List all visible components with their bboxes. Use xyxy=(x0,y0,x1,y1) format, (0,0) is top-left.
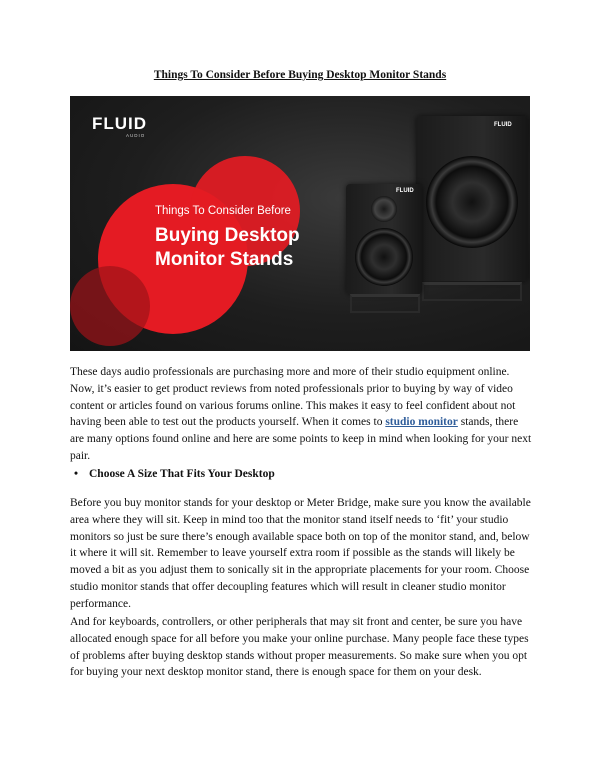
intro-text: These days audio professionals are purchasing more and more of their studio equipment online. Now, it’s easier to get product reviews from noted professionals prior to buying by way of video content or articles found on various forums online. This makes it easy to feel confident about not having been able to test out the products yourself. When it comes to xyxy=(70,366,516,429)
woofer-icon-small xyxy=(355,228,413,286)
intro-paragraph xyxy=(70,364,535,465)
page-title: Things To Consider Before Buying Desktop Monitor Stands xyxy=(153,69,447,81)
bullet-icon: • xyxy=(74,468,79,480)
speaker-badge: FLUID xyxy=(494,122,512,128)
studio-monitor-link[interactable]: studio monitor xyxy=(385,416,458,429)
brand-logo-sub: AUDIO xyxy=(126,133,146,138)
hero-line-2: Buying Desktop xyxy=(155,225,300,246)
small-stand xyxy=(350,294,420,313)
woofer-icon xyxy=(426,156,518,248)
small-monitor-speaker xyxy=(346,184,422,294)
bullet-heading xyxy=(74,468,275,480)
intro-text-end: stands, there are many options found online and here are some points to keep in mind when looking for your next pair. xyxy=(70,416,532,462)
speaker-badge-small: FLUID xyxy=(396,188,414,194)
brand-logo: FLUID xyxy=(92,114,148,133)
large-stand xyxy=(422,282,522,301)
hero-image xyxy=(70,96,530,351)
peripherals-paragraph: And for keyboards, controllers, or other peripherals that may sit front and center, be sure you have allocated enough space for all before you make your online purchase. Many people face these types of problems after buying desktop stands without proper measurements. So make sure when you opt for buying your next desktop monitor stand, there is enough space for them on your desk. xyxy=(70,616,529,679)
red-circle-bottom xyxy=(70,266,150,346)
size-paragraph: Before you buy monitor stands for your desktop or Meter Bridge, make sure you know the available area where they will sit. Keep in mind too that the monitor stand itself needs to ‘fit’ your studio monitors so just be sure there’s enough available space both on top of the monitor stand, and, below it where it will sit. Remember to leave yourself extra room if possible as the stands will likely be moved a bit as you adjust them to sonically sit in the appropriate placements for your room. Choose studio monitor stands that offer decoupling features which will result in cleaner studio monitor performance. xyxy=(70,497,531,610)
tweeter-icon xyxy=(371,196,397,222)
large-monitor-speaker xyxy=(416,116,528,281)
hero-headline xyxy=(155,204,300,272)
bullet-text: Choose A Size That Fits Your Desktop xyxy=(89,468,275,480)
hero-line-1: Things To Consider Before xyxy=(155,205,291,217)
hero-line-3: Monitor Stands xyxy=(155,249,294,270)
